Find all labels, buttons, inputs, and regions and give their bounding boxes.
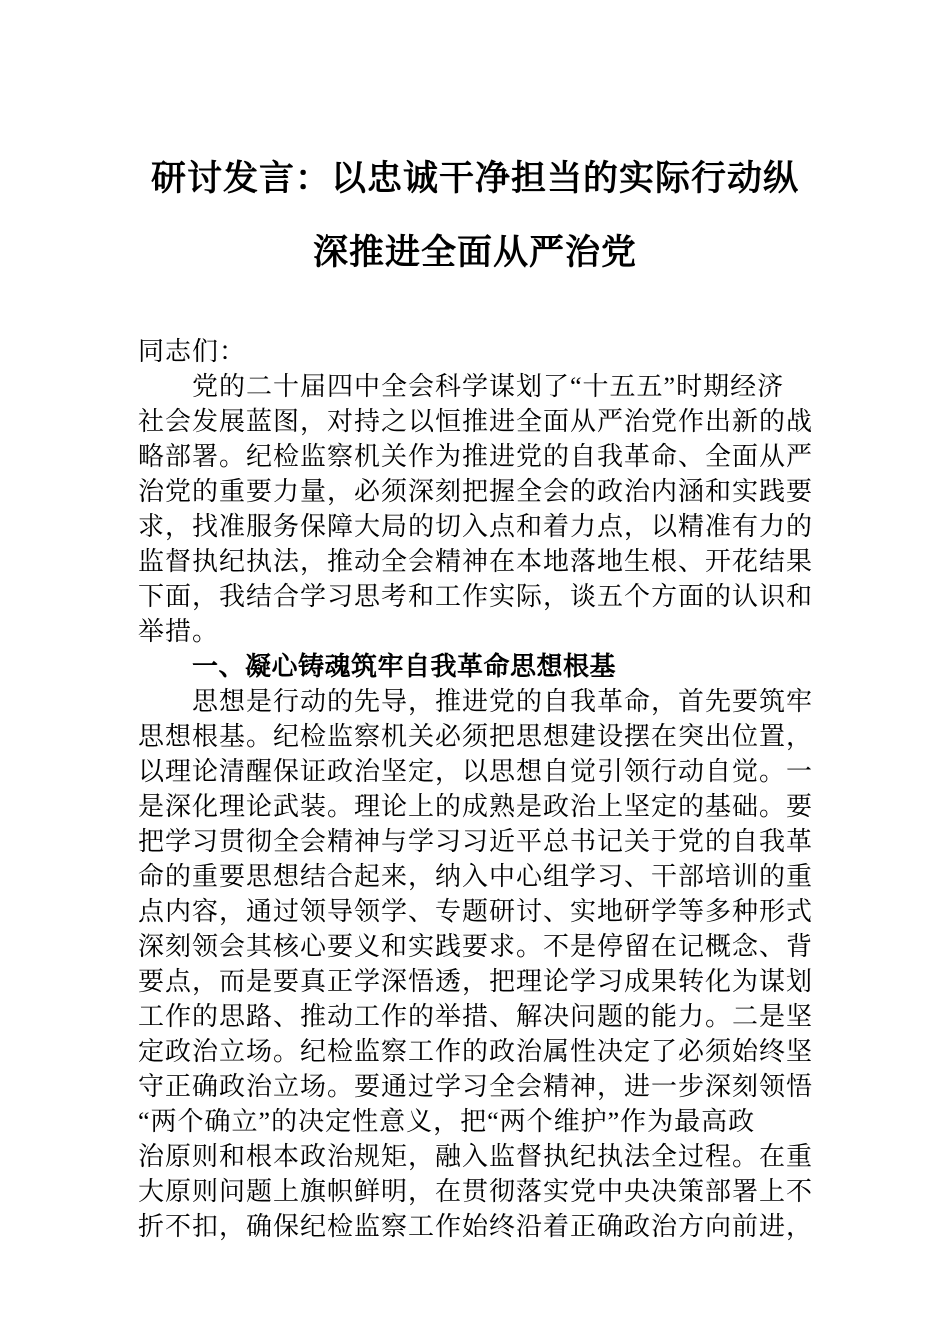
document-title-line-2: 深推进全面从严治党 — [312, 233, 637, 272]
body-line: 要点，而是要真正学深悟透，把理论学习成果转化为谋划 — [138, 967, 814, 996]
body-line: 折不扣，确保纪检监察工作始终沿着正确政治方向前进， — [138, 1212, 814, 1241]
body-line: 求，找准服务保障大局的切入点和着力点，以精准有力的 — [138, 512, 814, 541]
body-line: 深刻领会其核心要义和实践要求。不是停留在记概念、背 — [138, 932, 814, 961]
body-line: 是深化理论武装。理论上的成熟是政治上坚定的基础。要 — [138, 792, 814, 821]
section-heading: 一、凝心铸魂筑牢自我革命思想根基 — [192, 651, 617, 681]
body-line: 治原则和根本政治规矩，融入监督执纪执法全过程。在重 — [138, 1142, 814, 1171]
body-line: 思想是行动的先导，推进党的自我革命，首先要筑牢 — [192, 687, 814, 716]
document-title — [0, 0, 950, 290]
body-line: 党的二十届四中全会科学谋划了“十五五”时期经济 — [192, 372, 785, 401]
body-line: 社会发展蓝图，对持之以恒推进全面从严治党作出新的战 — [138, 407, 814, 436]
body-line: 命的重要思想结合起来，纳入中心组学习、干部培训的重 — [138, 862, 814, 891]
body-line: 治党的重要力量，必须深刻把握全会的政治内涵和实践要 — [138, 477, 814, 506]
body-line: 同志们： — [138, 337, 247, 366]
document-body — [138, 334, 820, 1244]
body-line: 把学习贯彻全会精神与学习习近平总书记关于党的自我革 — [138, 827, 814, 856]
body-line: 大原则问题上旗帜鲜明，在贯彻落实党中央决策部署上不 — [138, 1177, 814, 1206]
body-line: 点内容，通过领导领学、专题研讨、实地研学等多种形式 — [138, 897, 814, 926]
body-line: 监督执纪执法，推动全会精神在本地落地生根、开花结果 — [138, 547, 814, 576]
body-line: 守正确政治立场。要通过学习全会精神，进一步深刻领悟 — [138, 1072, 814, 1101]
body-line: 以理论清醒保证政治坚定，以思想自觉引领行动自觉。一 — [138, 757, 814, 786]
body-line: 举措。 — [138, 617, 220, 646]
document-title-line-1: 研讨发言：以忠诚干净担当的实际行动纵 — [150, 159, 799, 198]
body-line: 工作的思路、推动工作的举措、解决问题的能力。二是坚 — [138, 1002, 814, 1031]
body-line: 略部署。纪检监察机关作为推进党的自我革命、全面从严 — [138, 442, 814, 471]
body-line: 思想根基。纪检监察机关必须把思想建设摆在突出位置， — [138, 722, 814, 751]
body-line: “两个确立”的决定性意义，把“两个维护”作为最高政 — [138, 1107, 756, 1136]
body-line: 下面，我结合学习思考和工作实际，谈五个方面的认识和 — [138, 582, 814, 611]
body-line: 定政治立场。纪检监察工作的政治属性决定了必须始终坚 — [138, 1037, 814, 1066]
